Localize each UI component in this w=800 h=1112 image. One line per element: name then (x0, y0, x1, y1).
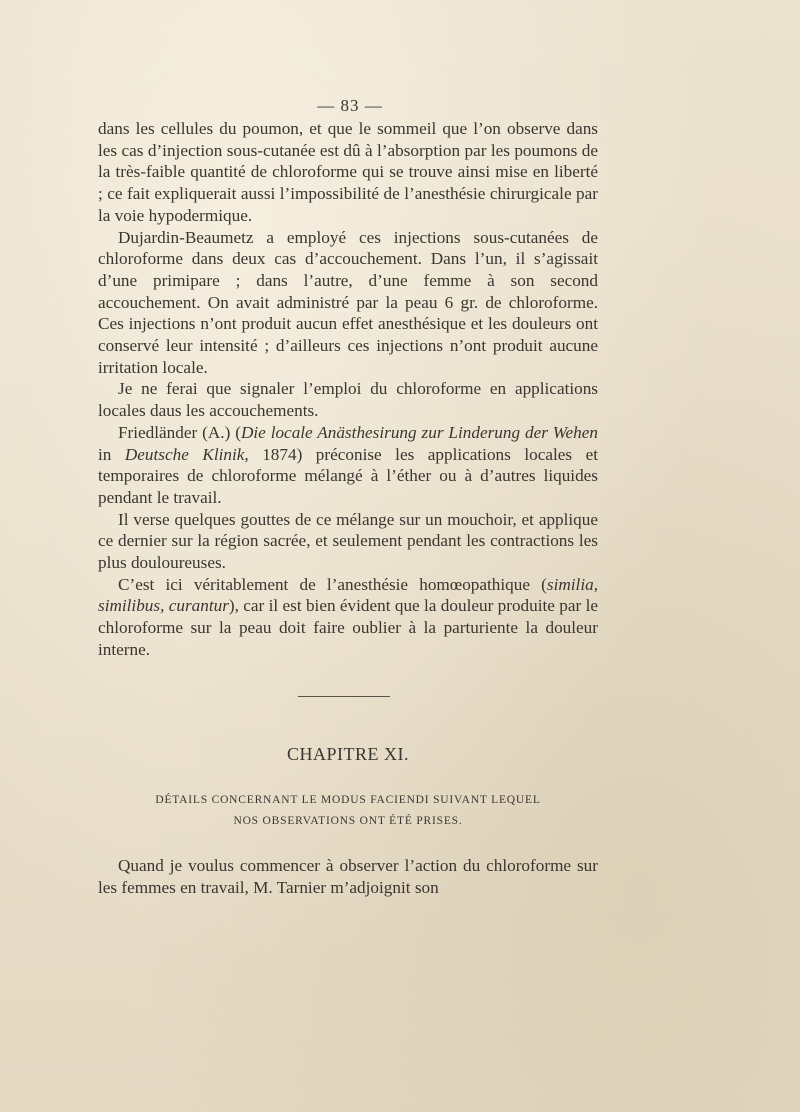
chapter-body-text (98, 855, 598, 898)
chapter-subtitle-line: DÉTAILS CONCERNANT LE MODUS FACIENDI SUIVANT LEQUEL (155, 794, 541, 806)
section-divider (298, 696, 390, 697)
paragraph (98, 118, 598, 227)
italic-text: Die locale Anästhesirung zur Linderung der Wehen (240, 422, 598, 442)
body-text (98, 118, 598, 661)
chapter-subtitle-line: NOS OBSERVATIONS ONT ÉTÉ PRISES. (233, 815, 463, 827)
text-run: Il verse quelques gouttes de ce mélange sur un mouchoir, et applique ce dernier sur la région sacrée, et seulement pendant les contractions les plus douloureuses. (98, 509, 598, 573)
chapter-title: CHAPITRE XI. (287, 744, 409, 764)
page-number: — 83 — (317, 96, 383, 115)
paragraph (98, 227, 598, 379)
text-run: Dujardin-Beaumetz a employé ces injections sous-cutanées de chloroforme dans deux cas d’accouchement. Dans l’un, il s’agissait d’une primipare ; dans l’autre, d’une femme à son second accouchement. On avait administré par la peau 6 gr. de chloroforme. Ces injections n’ont produit aucun effet anesthésique et les douleurs ont conservé leur intensité ; d’ailleurs ces injections n’ont produit aucune irritation locale. (98, 227, 598, 377)
text-run: dans les cellules du poumon, et que le sommeil que l’on observe dans les cas d’injection sous-cutanée est dû à l’absorption par les poumons de la très-faible quantité de chloroforme qui se trouve ainsi mise en liberté ; ce fait expliquerait aussi l’impossibilité de l’anesthésie chirurgicale par la voie hypodermique. (98, 119, 598, 225)
paragraph (98, 378, 598, 421)
paragraph (98, 509, 598, 574)
italic-text: Deutsche Klinik (124, 444, 245, 464)
text-run: Je ne ferai que signaler l’emploi du chloroforme en applications locales daus les accouchements. (98, 379, 598, 421)
paragraph: Quand je voulus commencer à observer l’action du chloroforme sur les femmes en travail, M. Tarnier m’adjoignit son (98, 856, 598, 897)
text-run: ), car il est bien évident que la douleur produite par le chloroforme sur la peau doit faire oublier à la parturiente la douleur interne. (98, 596, 598, 659)
text-run: Friedländer (A.) ( (118, 422, 241, 442)
paragraph (98, 422, 598, 509)
italic-text: similia, similibus, curantur (98, 574, 598, 616)
paragraph (98, 574, 598, 661)
chapter-subtitle (98, 790, 598, 832)
text-run: , 1874) préconise les applications locales et temporaires de chloroforme mélangé à l’éther ou à d’autres liquides pendant le travail. (98, 444, 598, 507)
text-run: in (98, 444, 125, 464)
text-run: C’est ici véritablement de l’anesthésie homœopathique ( (118, 574, 547, 594)
